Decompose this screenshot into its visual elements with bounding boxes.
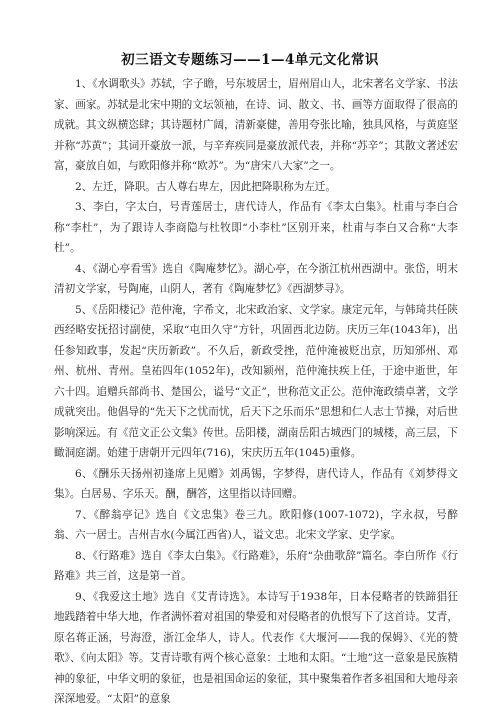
paragraph-9: 9、《我爱这土地》选自《艾青诗选》。本诗写于1938年，日本侵略者的铁蹄猖狂地践踏着中华大地，作者满怀着对祖国的挚爱和对侵略者的仇恨写下了这首诗。艾青，原名蒋正涵，号海澄，浙江金华人，诗人。代表作《大堰河——我的保姆》、《光的赞歌》、《向太阳》等。艾青诗歌有两个核心意象：土地和太阳。“土地”这一意象是民族精神的象征，中华文明的象征，也是祖国命运的象征，其中聚集着作者多祖国和大地母亲深深地爱。“太阳”的意象 [54,590,458,705]
paragraph-3: 3、李白，字太白，号青莲居士，唐代诗人，作品有《李太白集》。杜甫与李白合称“李杜”，为了跟诗人李商隐与杜牧即“小李杜”区别开来，杜甫与李白又合称“大李杜”。 [54,201,458,254]
document-title: 初三语文专题练习——1—4单元文化常识 [121,52,379,68]
paragraph-6: 6、《酬乐天扬州初逢席上见赠》刘禹锡，字梦得，唐代诗人，作品有《刘梦得文集》。白居易、字乐天。酬，酬答，这里指以诗回赠。 [54,467,458,500]
paragraph-1: 1、《水调歌头》苏轼，字子瞻，号东坡居士，眉州眉山人，北宋著名文学家、书法家、画家。苏轼是北宋中期的文坛领袖，在诗、词、散文、书、画等方面取得了很高的成就。其文纵横恣肆；其诗题材广阔，清新豪健，善用夸张比喻，独具风格，与黄庭坚并称“苏黄”；其词开豪放一派，与辛弃疾同是豪放派代表，并称“苏辛”；其散文著述宏富，豪放自如，与欧阳修并称“欧苏”。为“唐宋八大家”之一。 [54,78,458,172]
paragraph-8: 8、《行路难》选自《李太白集》。《行路难》，乐府“杂曲歌辞”篇名。李白所作《行路难》共三首，这是第一首。 [54,549,458,582]
paragraph-2: 2、左迁，降职。古人尊右卑左，因此把降职称为左迁。 [75,180,336,193]
paragraph-4: 4、《湖心亭看雪》选自《陶庵梦忆》。湖心亭，在今浙江杭州西湖中。张岱，明末清初文学家，号陶庵，山阴人，著有《陶庵梦忆》《西湖梦寻》。 [54,262,458,295]
paragraph-5: 5、《岳阳楼记》范仲淹，字希文，北宋政治家、文学家。康定元年，与韩琦共任陕西经略安抚招讨副使，采取“屯田久守”方针，巩固西北边防。庆历三年(1043年)，出任参知政事，发起“庆历新政”。不久后，新政受挫，范仲淹被贬出京，历知邠州、邓州、杭州、青州。皇祐四年(1052年)，改知颍州，范仲淹扶疾上任，于途中逝世，年六十四。追赠兵部尚书、楚国公，谥号“文正”，世称范文正公。范仲淹政绩卓著，文学成就突出。他倡导的“先天下之忧而忧，后天下之乐而乐”思想和仁人志士节操，对后世影响深远。有《范文正公文集》传世。岳阳楼，湖南岳阳古城西门的城楼，高三层，下瞰洞庭湖。始建于唐朝开元四年(716)，宋庆历五年(1045)重修。 [54,303,458,459]
paragraph-7: 7、《醉翁亭记》选自《文忠集》卷三九。欧阳修(1007-1072)，字永叔，号醉翁、六一居士。吉州吉水(今属江西省)人，谥文忠。北宋文学家、史学家。 [54,508,458,541]
document-body [54,74,458,710]
